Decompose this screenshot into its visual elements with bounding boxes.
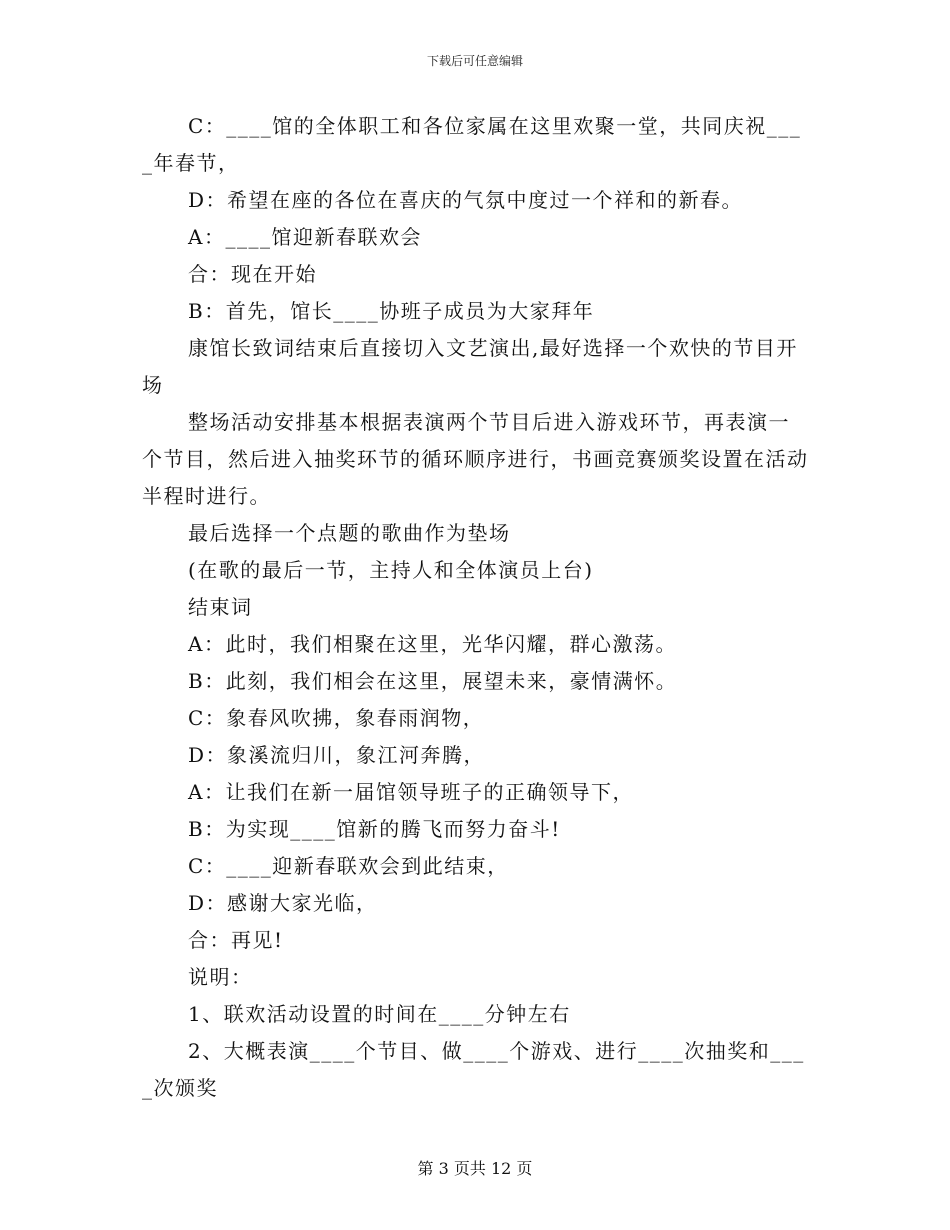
paragraph-closing-a2: A：让我们在新一届馆领导班子的正确领导下，	[188, 780, 634, 804]
document-body	[142, 108, 810, 1107]
paragraph-opening-note: 康馆长致词结束后直接切入文艺演出,最好选择一个欢快的节目开场	[142, 336, 798, 397]
paragraph-closing-b1: B：此刻，我们相会在这里，展望未来，豪情满怀。	[188, 669, 678, 693]
paragraph-closing-c1: C：象春风吹拂，象春雨润物，	[188, 706, 485, 730]
paragraph-closing-c2: C：____迎新春联欢会到此结束，	[188, 854, 509, 878]
page-header: 下载后可任意编辑	[426, 54, 523, 68]
paragraph-closing-heading: 结束词	[188, 595, 253, 619]
paragraph-closing-b2: B：为实现____馆新的腾飞而努力奋斗!	[188, 817, 561, 841]
paragraph-closing-a1: A：此时，我们相聚在这里，光华闪耀，群心激荡。	[188, 632, 677, 656]
paragraph-note-2: 2、大概表演____个节目、做____个游戏、进行____次抽奖和____次颁奖	[142, 1039, 805, 1100]
paragraph-schedule-note: 整场活动安排基本根据表演两个节目后进入游戏环节，再表演一个节目，然后进入抽奖环节的循环顺序进行，书画竞赛颁奖设置在活动半程时进行。	[142, 410, 809, 508]
paragraph-closing-all: 合：再见!	[188, 928, 284, 952]
page-footer: 第 3 页共 12 页	[417, 1159, 533, 1178]
paragraph-all-start: 合：现在开始	[188, 262, 317, 286]
paragraph-host-a-title: A：____馆迎新春联欢会	[188, 225, 422, 249]
paragraph-stage-note: (在歌的最后一节，主持人和全体演员上台)	[188, 558, 594, 582]
paragraph-host-b-greeting: B：首先，馆长____协班子成员为大家拜年	[188, 299, 595, 323]
paragraph-closing-d1: D：象溪流归川，象江河奔腾，	[188, 743, 486, 767]
paragraph-notes-heading: 说明：	[188, 965, 253, 989]
paragraph-host-c-intro: C：____馆的全体职工和各位家属在这里欢聚一堂，共同庆祝____年春节，	[142, 114, 802, 175]
paragraph-host-d-wish: D：希望在座的各位在喜庆的气氛中度过一个祥和的新春。	[188, 188, 744, 212]
paragraph-final-song: 最后选择一个点题的歌曲作为垫场	[188, 521, 511, 545]
paragraph-note-1: 1、联欢活动设置的时间在____分钟左右	[188, 1002, 571, 1026]
paragraph-closing-d2: D：感谢大家光临，	[188, 891, 378, 915]
